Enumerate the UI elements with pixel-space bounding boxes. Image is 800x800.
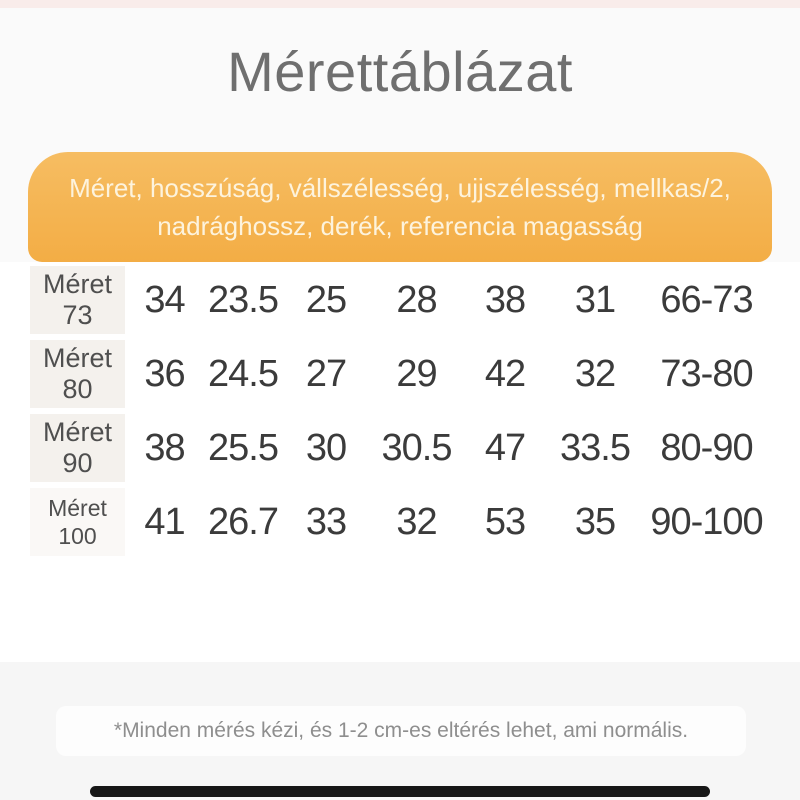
cell-value: 32 xyxy=(574,352,616,395)
cell-value: 38 xyxy=(144,426,185,469)
cell-value: 42 xyxy=(484,352,526,395)
cell-value: 36 xyxy=(144,352,185,395)
cell-value: 29 xyxy=(396,352,437,395)
table-row xyxy=(30,266,770,334)
footer-section xyxy=(0,662,800,800)
table-row xyxy=(30,340,770,408)
row-label-word: Méret xyxy=(42,269,113,299)
cell-value: 90-100 xyxy=(650,500,763,543)
row-label-word: Méret xyxy=(48,495,107,521)
cell-value: 38 xyxy=(484,278,526,321)
cell-value: 30 xyxy=(305,426,347,469)
cell-value: 73-80 xyxy=(660,352,753,395)
row-label-word: Méret xyxy=(42,343,113,373)
row-label xyxy=(30,340,125,408)
measurement-disclaimer: *Minden mérés kézi, és 1-2 cm-es eltérés lehet, ami normális. xyxy=(56,706,746,756)
row-label-size: 80 xyxy=(62,374,93,404)
cell-value: 47 xyxy=(484,426,526,469)
home-indicator-bar xyxy=(90,786,710,797)
cell-value: 30.5 xyxy=(381,426,452,469)
row-label xyxy=(30,414,125,482)
row-label-word: Méret xyxy=(42,417,113,447)
cell-value: 34 xyxy=(144,278,185,321)
table-row xyxy=(30,488,770,556)
cell-value: 32 xyxy=(396,500,437,543)
row-label-size: 90 xyxy=(62,448,93,478)
cell-value: 80-90 xyxy=(660,426,753,469)
top-accent-strip xyxy=(0,0,800,8)
header-line-2: nadrághossz, derék, referencia magasság xyxy=(157,211,643,241)
header-line-1: Méret, hosszúság, vállszélesség, ujjszélesség, mellkas/2, xyxy=(69,173,731,203)
page-title: Mérettáblázat xyxy=(227,40,573,103)
cell-value: 33.5 xyxy=(560,426,630,469)
cell-value: 24.5 xyxy=(208,352,278,395)
cell-value: 26.7 xyxy=(208,500,278,543)
cell-value: 25.5 xyxy=(208,426,278,469)
cell-value: 31 xyxy=(574,278,616,321)
cell-value: 28 xyxy=(396,278,437,321)
cell-value: 66-73 xyxy=(660,278,753,321)
cell-value: 41 xyxy=(144,500,185,543)
cell-value: 27 xyxy=(305,352,347,395)
row-label-size: 100 xyxy=(58,523,97,549)
table-row xyxy=(30,414,770,482)
cell-value: 53 xyxy=(484,500,526,543)
cell-value: 23.5 xyxy=(208,278,278,321)
cell-value: 33 xyxy=(305,500,347,543)
row-label xyxy=(30,488,125,556)
row-label xyxy=(30,266,125,334)
cell-value: 35 xyxy=(574,500,616,543)
row-label-size: 73 xyxy=(62,300,93,330)
size-header-band xyxy=(28,152,772,262)
size-table xyxy=(30,266,770,562)
cell-value: 25 xyxy=(305,278,347,321)
